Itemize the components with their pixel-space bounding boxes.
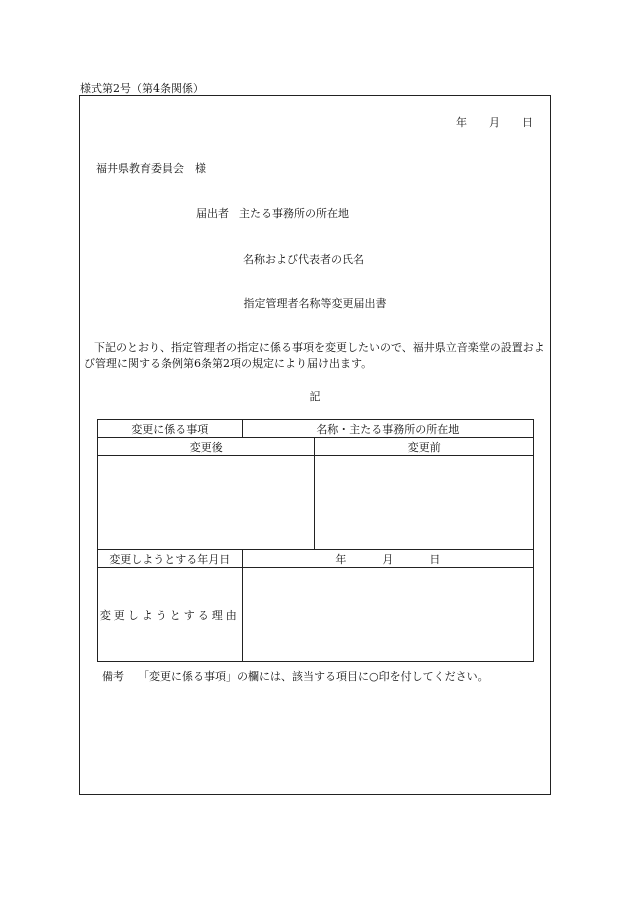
- ki-heading: 記: [309, 390, 321, 403]
- date-value-cell[interactable]: [242, 550, 533, 568]
- table-row-headers: [98, 438, 534, 456]
- remarks-label: 備考: [102, 670, 124, 683]
- notifier-label: 届出者: [196, 207, 229, 220]
- recipient: 福井県教育委員会 様: [96, 162, 206, 175]
- table-row-date: [98, 550, 534, 568]
- body-text: 下記のとおり、指定管理者の指定に係る事項を変更したいので、福井県立音楽堂の設置および管理に関する条例第6条第2項の規定により届け出ます。: [84, 341, 545, 370]
- date-day: 日: [522, 116, 533, 129]
- after-content-cell[interactable]: [98, 456, 315, 550]
- item-value-cell: 名称・主たる事務所の所在地: [242, 420, 533, 438]
- after-label-cell: 変更後: [98, 438, 315, 456]
- notifier-name-label: 名称および代表者の氏名: [243, 253, 364, 266]
- table-row-reason: [98, 568, 534, 662]
- table-date-day: 日: [429, 552, 441, 566]
- table-date-year: 年: [335, 552, 347, 566]
- date-label-cell: 変更しようとする年月日: [98, 550, 243, 568]
- notifier-address-label: 主たる事務所の所在地: [239, 207, 349, 220]
- date-month: 月: [489, 116, 500, 129]
- before-label-cell: 変更前: [315, 438, 534, 456]
- before-content-cell[interactable]: [315, 456, 534, 550]
- form-number-label: 様式第2号（第4条関係）: [80, 82, 204, 95]
- remarks-text: 「変更に係る事項」の欄には、該当する項目に○印を付してください。: [138, 670, 489, 683]
- remarks-line: [102, 668, 489, 684]
- item-label-cell: 変更に係る事項: [98, 420, 243, 438]
- document-title: 指定管理者名称等変更届出書: [243, 297, 387, 310]
- reason-label-cell: 変更しようとする理由: [98, 568, 243, 662]
- table-row-content: [98, 456, 534, 550]
- notifier-line: [196, 205, 349, 221]
- reason-content-cell[interactable]: [242, 568, 533, 662]
- date-year: 年: [456, 116, 467, 129]
- table-date-month: 月: [382, 552, 394, 566]
- form-frame: [79, 95, 551, 795]
- date-line: [434, 114, 533, 130]
- table-row-item: [98, 420, 534, 438]
- change-table: [97, 419, 534, 662]
